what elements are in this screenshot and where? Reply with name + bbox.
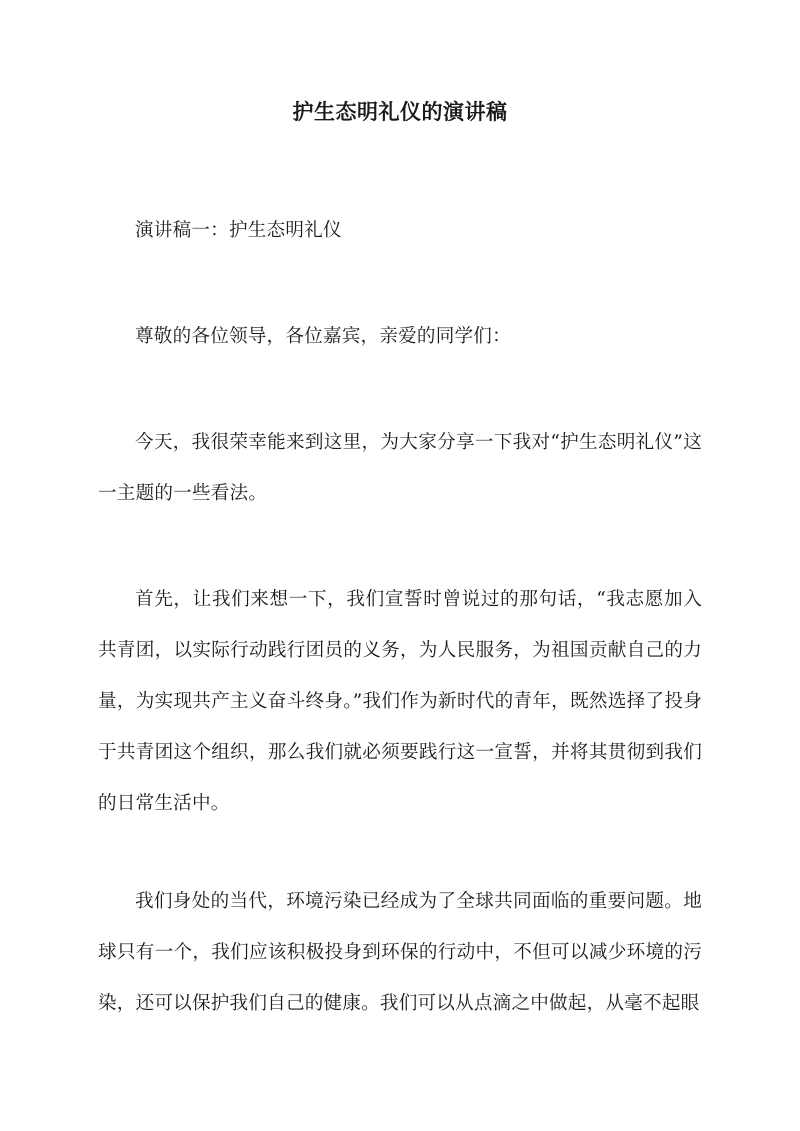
paragraph-oath: 首先，让我们来想一下，我们宣誓时曾说过的那句话，“我志愿加入共青团，以实际行动践行团员的义务，为人民服务，为祖国贡献自己的力量，为实现共产主义奋斗终身。”我们作为新时代的青年，既然选择了投身于共青团这个组织，那么我们就必须要践行这一宣誓，并将其贯彻到我们的日常生活中。 (98, 589, 702, 814)
document-title: 护生态明礼仪的演讲稿 (292, 99, 508, 124)
paragraph-intro: 今天，我很荣幸能来到这里，为大家分享一下我对“护生态明礼仪”这一主题的一些看法。 (98, 432, 702, 504)
speech-subtitle: 演讲稿一：护生态明礼仪 (135, 220, 342, 241)
paragraph-environment: 我们身处的当代，环境污染已经成为了全球共同面临的重要问题。地球只有一个，我们应该积极投身到环保的行动中，不但可以减少环境的污染，还可以保护我们自己的健康。我们可以从点滴之中做起，从毫不起眼 (98, 891, 702, 1014)
speech-greeting: 尊敬的各位领导，各位嘉宾，亲爱的同学们： (135, 326, 511, 347)
